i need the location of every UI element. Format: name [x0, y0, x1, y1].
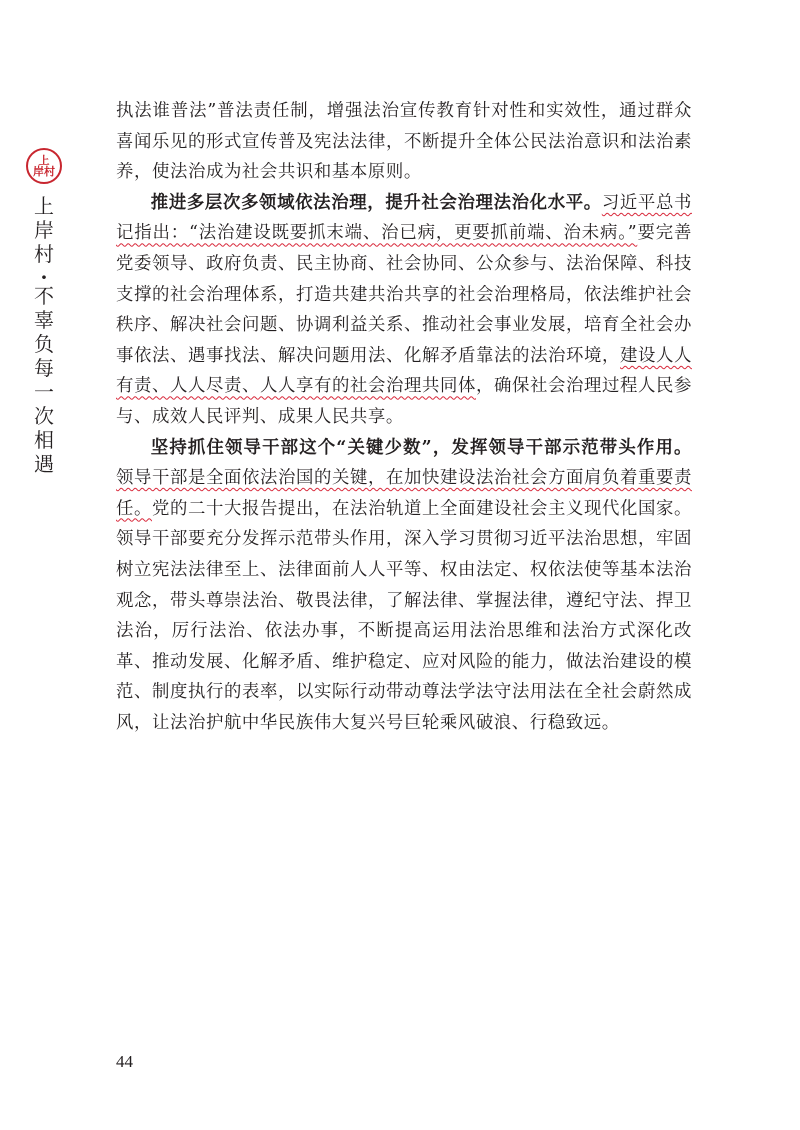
highlighted-phrase: 建设人人有责、人人尽责、人人享有的社会治理共同体	[116, 345, 692, 397]
paragraph-text: ，确保社会治理过程人民参与、成效人民评判、成果人民共享。	[116, 376, 692, 427]
paragraph-continuation: 执法谁普法”普法责任制，增强法治宣传教育针对性和实效性，通过群众喜闻乐见的形式宣传普及宪法法律，不断提升全体公民法治意识和法治素养，使法治成为社会共识和基本原则。	[116, 101, 692, 183]
masthead-char: 村	[34, 242, 54, 266]
paragraph-lead-heading: 坚持抓住领导干部这个“关键少数”，发挥领导干部示范带头作用。	[150, 437, 692, 458]
masthead-char: 岸	[34, 218, 54, 242]
village-seal-logo	[26, 148, 62, 184]
paragraph-text: 要完善党委领导、政府负责、民主协商、社会协同、公众参与、法治保障、科技支撑的社会治理体系，打造共建共治共享的社会治理格局，依法维护社会秩序、解决社会问题、协调利益关系、推动社会事业发展，培育全社会办事依法、遇事找法、解决问题用法、化解矛盾靠法的法治环境，	[116, 223, 692, 366]
paragraph-leading-cadres	[116, 433, 692, 739]
paragraph-text: 党的二十大报告提出，在法治轨道上全面建设社会主义现代化国家。领导干部要充分发挥示范带头作用，深入学习贯彻习近平法治思想，牢固树立宪法法律至上、法律面前人人平等、权由法定、权依法使等基本法治观念，带头尊崇法治、敬畏法律，了解法律、掌握法律，遵纪守法、捍卫法治，厉行法治、依法办事，不断提高运用法治思维和法治方式深化改革、推动发展、化解矛盾、维护稳定、应对风险的能力，做法治建设的模范、制度执行的表率，以实际行动带动尊法学法守法用法在全社会蔚然成风，让法治护航中华民族伟大复兴号巨轮乘风破浪、行稳致远。	[116, 498, 692, 733]
highlighted-phrase: 领导干部是全面依法治国的关键，在加快建设法治社会方面肩负着重要责任。	[116, 468, 692, 519]
paragraph-lead-heading: 推进多层次多领域依法治理，提升社会治理法治化水平。	[150, 192, 602, 213]
article-body	[116, 96, 692, 738]
masthead-char: 负	[34, 332, 54, 356]
masthead-char: 每	[34, 356, 54, 380]
seal-char-bottom: 岸村	[33, 165, 55, 178]
masthead-char: 辜	[34, 308, 54, 332]
masthead-char: 遇	[34, 452, 54, 476]
masthead-separator: ·	[40, 265, 48, 289]
masthead-char: 一	[34, 380, 54, 404]
highlighted-quote: 习近平总书记指出：“法治建设既要抓末端、治已病，更要抓前端、治未病。”	[116, 192, 692, 244]
vertical-masthead-title	[32, 196, 56, 478]
paragraph-social-governance	[116, 188, 692, 433]
masthead-char: 不	[34, 284, 54, 308]
masthead-char: 上	[34, 194, 54, 218]
seal-char-top: 上	[38, 154, 50, 167]
masthead-char: 相	[34, 428, 54, 452]
page-number: 44	[116, 1052, 133, 1071]
masthead-char: 次	[34, 404, 54, 428]
